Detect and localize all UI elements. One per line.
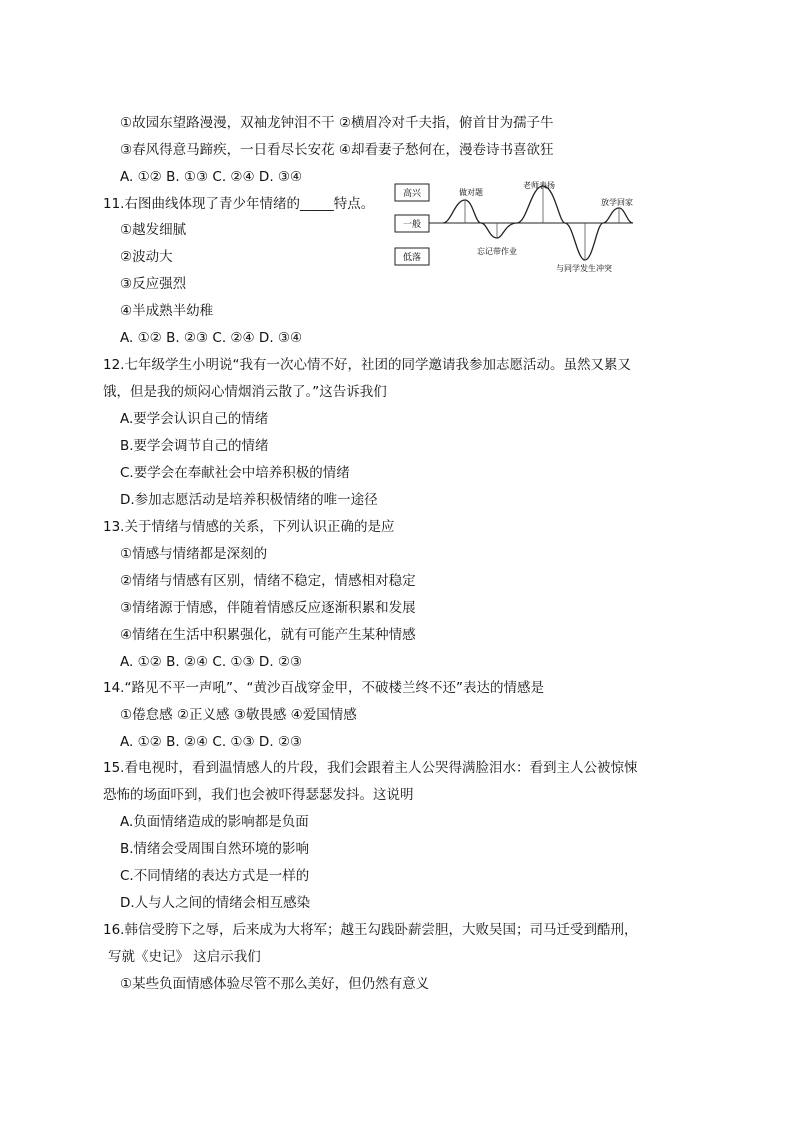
q12-option-c: C.要学会在奉献社会中培养积极的情绪	[120, 465, 350, 481]
emotion-curve-figure	[393, 178, 643, 278]
q10-choices: A. ①② B. ①③ C. ②④ D. ③④	[120, 169, 303, 185]
q14-choices: A. ①② B. ②④ C. ①③ D. ②③	[120, 734, 303, 750]
q16-stem-line-2: 写就《史记》 这启示我们	[108, 949, 261, 965]
q11-choices: A. ①② B. ②③ C. ②④ D. ③④	[120, 330, 303, 346]
q14-stem: 14.“路见不平一声吼”、“黄沙百战穿金甲，不破楼兰终不还”表达的情感是	[103, 680, 544, 696]
q11-item-3: ③反应强烈	[120, 276, 187, 292]
q12-option-b: B.要学会调节自己的情绪	[120, 438, 269, 454]
q10-option-row-1: ①故园东望路漫漫，双袖龙钟泪不干 ②横眉冷对千夫指，俯首甘为孺子牛	[120, 115, 554, 131]
q12-option-d: D.参加志愿活动是培养积极情绪的唯一途径	[120, 492, 378, 508]
q10-option-row-2: ③春风得意马蹄疾，一日看尽长安花 ④却看妻子愁何在，漫卷诗书喜欲狂	[120, 142, 554, 158]
q15-option-d: D.人与人之间的情绪会相互感染	[120, 895, 311, 911]
annotation-correct-answer: 做对题	[459, 188, 483, 197]
q15-option-b: B.情绪会受周围自然环境的影响	[120, 841, 310, 857]
annotation-go-home: 放学回家	[601, 198, 633, 207]
annotation-forgot-homework: 忘记带作业	[477, 247, 517, 256]
q13-item-1: ①情感与情绪都是深刻的	[120, 546, 268, 562]
annotation-conflict: 与同学发生冲突	[556, 264, 612, 273]
q15-stem-line-1: 15.看电视时，看到温情感人的片段，我们会跟着主人公哭得满脸泪水：看到主人公被惊悚	[103, 760, 638, 776]
q12-stem-line-2: 饿，但是我的烦闷心情烟消云散了。”这告诉我们	[103, 384, 387, 400]
q16-stem-line-1: 16.韩信受胯下之辱，后来成为大将军；越王勾践卧薪尝胆，大败吴国；司马迁受到酷刑，	[103, 922, 638, 938]
q13-stem: 13.关于情绪与情感的关系，下列认识正确的是应	[103, 519, 395, 535]
annotation-teacher-praise: 老师表扬	[523, 181, 555, 190]
q15-option-c: C.不同情绪的表达方式是一样的	[120, 868, 310, 884]
q15-stem-line-2: 恐怖的场面吓到，我们也会被吓得瑟瑟发抖。这说明	[103, 787, 414, 803]
svg-text:一般: 一般	[402, 220, 422, 230]
q13-item-2: ②情绪与情感有区别，情绪不稳定，情感相对稳定	[120, 573, 416, 589]
level-label-normal	[395, 215, 429, 232]
q13-item-4: ④情绪在生活中积累强化，就有可能产生某种情感	[120, 627, 416, 643]
q11-item-2: ②波动大	[120, 249, 173, 265]
level-label-high	[395, 184, 429, 201]
q11-item-4: ④半成熟半幼稚	[120, 303, 214, 319]
q11-stem: 11.右图曲线体现了青少年情绪的_____特点。	[103, 196, 375, 212]
q16-item-1: ①某些负面情感体验尽管不那么美好，但仍然有意义	[120, 976, 430, 992]
q12-stem-line-1: 12.七年级学生小明说“我有一次心情不好，社团的同学邀请我参加志愿活动。虽然又累又	[103, 357, 631, 373]
q15-option-a: A.负面情绪造成的影响都是负面	[120, 814, 309, 830]
q12-option-a: A.要学会认识自己的情绪	[120, 411, 269, 427]
q13-item-3: ③情绪源于情感，伴随着情感反应逐渐积累和发展	[120, 600, 416, 616]
svg-text:高兴: 高兴	[402, 189, 422, 199]
q13-choices: A. ①② B. ②④ C. ①③ D. ②③	[120, 654, 303, 670]
q11-item-1: ①越发细腻	[120, 222, 187, 238]
svg-text:低落: 低落	[402, 253, 422, 263]
q14-items: ①倦怠感 ②正义感 ③敬畏感 ④爱国情感	[120, 707, 357, 723]
level-label-low	[395, 248, 429, 265]
